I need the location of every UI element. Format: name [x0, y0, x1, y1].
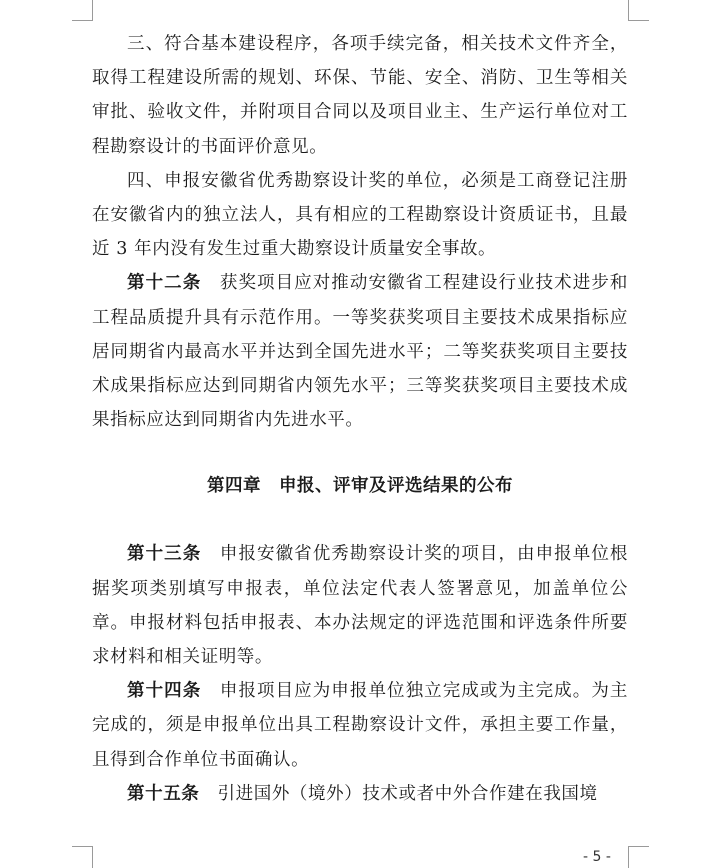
paragraph-item-four	[92, 164, 628, 267]
crop-mark-bottom-left	[72, 846, 93, 868]
paragraph-item-three	[92, 27, 628, 164]
crop-mark-top-left	[72, 0, 93, 21]
article-heading: 第十二条	[127, 273, 202, 294]
paragraph-article-15	[92, 777, 628, 811]
paragraph-text: 申报安徽省优秀勘察设计奖的项目，由申报单位根据奖项类别填写申报表，单位法定代表人签署意见，加盖单位公章。申报材料包括申报表、本办法规定的评选范围和评选条件所要求材料和相关证明等。	[92, 544, 628, 668]
paragraph-article-12	[92, 266, 628, 437]
crop-mark-top-right	[628, 0, 649, 21]
article-heading: 第十三条	[127, 544, 202, 565]
crop-mark-bottom-right	[628, 846, 649, 868]
paragraph-text: 获奖项目应对推动安徽省工程建设行业技术进步和工程品质提升具有示范作用。一等奖获奖项目主要技术成果指标应居同期省内最高水平并达到全国先进水平；二等奖获奖项目主要技术成果指标应达到同期省内领先水平；三等奖获奖项目主要技术成果指标应达到同期省内先进水平。	[92, 273, 628, 431]
paragraph-text: 四、申报安徽省优秀勘察设计奖的单位，必须是工商登记注册在安徽省内的独立法人，具有相应的工程勘察设计资质证书，且最近 3 年内没有发生过重大勘察设计质量安全事故。	[92, 170, 628, 260]
page-number: - 5 -	[583, 849, 611, 865]
paragraph-article-14	[92, 674, 628, 777]
chapter-title: 第四章 申报、评审及评选结果的公布	[207, 476, 513, 497]
paragraph-text: 三、符合基本建设程序，各项手续完备，相关技术文件齐全，取得工程建设所需的规划、环保、节能、安全、消防、卫生等相关审批、验收文件，并附项目合同以及项目业主、生产运行单位对工程勘察设计的书面评价意见。	[92, 34, 628, 157]
paragraph-article-13	[92, 537, 628, 674]
paragraph-text: 引进国外（境外）技术或者中外合作建在我国境	[217, 783, 598, 804]
paragraph-text: 申报项目应为申报单位独立完成或为主完成。为主完成的，须是申报单位出具工程勘察设计文件，承担主要工作量，且得到合作单位书面确认。	[92, 681, 628, 770]
article-heading: 第十五条	[127, 783, 200, 804]
document-body	[92, 27, 628, 811]
article-heading: 第十四条	[127, 681, 202, 702]
